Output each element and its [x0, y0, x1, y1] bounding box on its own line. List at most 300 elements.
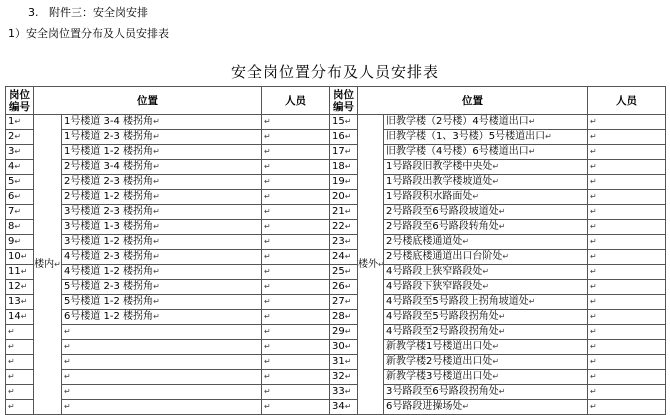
no-cell-right [330, 220, 358, 235]
paragraph-mark-icon: ↵ [344, 147, 352, 156]
no-cell-right-text: 23 [332, 236, 345, 247]
paragraph-mark-icon: ↵ [344, 282, 352, 291]
table-row [6, 250, 666, 265]
location-cell-right [384, 220, 588, 235]
paragraph-mark-icon: ↵ [344, 117, 352, 126]
location-cell-right [384, 355, 588, 370]
person-cell-left [262, 250, 330, 265]
paragraph-mark-icon: ↵ [14, 147, 22, 156]
header-no-right: 岗位编号 [330, 87, 358, 115]
no-cell-right-text: 21 [332, 206, 345, 217]
table-row [6, 265, 666, 280]
paragraph-mark-icon: ↵ [344, 267, 352, 276]
no-cell-left [6, 310, 34, 325]
paragraph-mark-icon: ↵ [64, 372, 71, 381]
paragraph-mark-icon: ↵ [8, 357, 15, 366]
no-cell-right [330, 160, 358, 175]
paragraph-mark-icon: ↵ [264, 177, 271, 186]
paragraph-mark-icon: ↵ [502, 252, 510, 261]
location-cell-left [62, 160, 262, 175]
no-cell-right-text: 32 [332, 371, 345, 382]
person-cell-left [262, 115, 330, 130]
no-cell-right [330, 400, 358, 415]
table-row [6, 355, 666, 370]
person-cell-right [588, 175, 666, 190]
location-cell-right [384, 370, 588, 385]
location-cell-left-text: 1号楼道 3-4 楼拐角 [64, 116, 154, 127]
paragraph-mark-icon: ↵ [590, 372, 597, 381]
table-row [6, 325, 666, 340]
paragraph-mark-icon: ↵ [590, 282, 597, 291]
no-cell-right [330, 340, 358, 355]
header-no-left: 岗位编号 [6, 87, 34, 115]
paragraph-mark-icon: ↵ [20, 297, 28, 306]
location-cell-left [62, 205, 262, 220]
no-cell-left-text: 5 [8, 176, 15, 187]
paragraph-mark-icon: ↵ [264, 312, 271, 321]
no-cell-right-text: 17 [332, 146, 345, 157]
paragraph-mark-icon: ↵ [344, 357, 352, 366]
paragraph-mark-icon: ↵ [528, 117, 536, 126]
paragraph-mark-icon: ↵ [590, 192, 597, 201]
person-cell-right [588, 130, 666, 145]
no-cell-right [330, 205, 358, 220]
person-cell-left [262, 190, 330, 205]
no-cell-right-text: 30 [332, 341, 345, 352]
no-cell-right [330, 235, 358, 250]
paragraph-mark-icon: ↵ [64, 387, 71, 396]
no-cell-right [330, 385, 358, 400]
paragraph-mark-icon: ↵ [482, 282, 490, 291]
no-cell-right-text: 16 [332, 131, 345, 142]
paragraph-mark-icon: ↵ [153, 207, 160, 216]
paragraph-mark-icon: ↵ [264, 267, 271, 276]
location-cell-left-text: 5号楼道 1-2 楼拐角 [64, 296, 154, 307]
location-cell-right [384, 265, 588, 280]
table-row [6, 400, 666, 415]
paragraph-mark-icon: ↵ [462, 237, 470, 246]
location-cell-left-text: 4号楼道 2-3 楼拐角 [64, 251, 154, 262]
no-cell-right-text: 33 [332, 386, 345, 397]
no-cell-right [330, 310, 358, 325]
no-cell-left [6, 175, 34, 190]
location-cell-right-text: 1号路段旧教学楼中央处 [386, 161, 493, 172]
table-row [6, 190, 666, 205]
paragraph-mark-icon: ↵ [590, 402, 597, 411]
paragraph-mark-icon: ↵ [264, 117, 271, 126]
paragraph-mark-icon: ↵ [498, 327, 506, 336]
no-cell-left [6, 115, 34, 130]
location-cell-right [384, 280, 588, 295]
person-cell-left [262, 265, 330, 280]
paragraph-mark-icon: ↵ [344, 372, 352, 381]
paragraph-mark-icon: ↵ [590, 207, 597, 216]
person-cell-right [588, 190, 666, 205]
paragraph-mark-icon: ↵ [482, 267, 490, 276]
person-cell-left [262, 205, 330, 220]
person-cell-left [262, 220, 330, 235]
location-cell-left [62, 145, 262, 160]
header-row [6, 87, 666, 115]
no-cell-left-text: 3 [8, 146, 15, 157]
location-cell-right [384, 205, 588, 220]
no-cell-right-text: 28 [332, 311, 345, 322]
no-cell-right-text: 24 [332, 251, 345, 262]
paragraph-mark-icon: ↵ [153, 117, 160, 126]
location-cell-left-text: 2号楼道 1-2 楼拐角 [64, 191, 154, 202]
no-cell-left [6, 325, 34, 340]
paragraph-mark-icon: ↵ [14, 207, 22, 216]
paragraph-mark-icon: ↵ [20, 267, 28, 276]
paragraph-mark-icon: ↵ [264, 387, 271, 396]
location-cell-left-text: 2号楼道 2-3 楼拐角 [64, 176, 154, 187]
table-row [6, 370, 666, 385]
paragraph-mark-icon: ↵ [153, 192, 160, 201]
no-cell-right [330, 295, 358, 310]
paragraph-mark-icon: ↵ [264, 327, 271, 336]
location-cell-left [62, 400, 262, 415]
header-person-left: 人员 [262, 87, 330, 115]
paragraph-mark-icon: ↵ [153, 162, 160, 171]
paragraph-mark-icon: ↵ [64, 327, 71, 336]
no-cell-left [6, 145, 34, 160]
location-cell-left [62, 235, 262, 250]
location-cell-left [62, 355, 262, 370]
paragraph-mark-icon: ↵ [264, 162, 271, 171]
person-cell-left [262, 280, 330, 295]
no-cell-left [6, 355, 34, 370]
table-row [6, 280, 666, 295]
person-cell-left [262, 130, 330, 145]
no-cell-left-text: 13 [8, 296, 21, 307]
no-cell-right-text: 25 [332, 266, 345, 277]
paragraph-mark-icon: ↵ [590, 342, 597, 351]
location-cell-left-text: 3号楼道 2-3 楼拐角 [64, 206, 154, 217]
no-cell-right-text: 19 [332, 176, 345, 187]
paragraph-mark-icon: ↵ [64, 357, 71, 366]
person-cell-left [262, 400, 330, 415]
location-cell-right [384, 340, 588, 355]
paragraph-mark-icon: ↵ [153, 267, 160, 276]
person-cell-left [262, 145, 330, 160]
person-cell-right [588, 310, 666, 325]
paragraph-mark-icon: ↵ [153, 132, 160, 141]
header-location-left: 位置 [34, 87, 262, 115]
paragraph-mark-icon: ↵ [264, 402, 271, 411]
paragraph-mark-icon: ↵ [264, 192, 271, 201]
paragraph-mark-icon: ↵ [64, 402, 71, 411]
person-cell-right [588, 250, 666, 265]
paragraph-mark-icon: ↵ [590, 147, 597, 156]
paragraph-mark-icon: ↵ [8, 372, 15, 381]
location-cell-left [62, 115, 262, 130]
paragraph-mark-icon: ↵ [498, 207, 506, 216]
paragraph-mark-icon: ↵ [344, 237, 352, 246]
paragraph-mark-icon: ↵ [344, 402, 352, 411]
no-cell-left [6, 370, 34, 385]
table-row [6, 145, 666, 160]
paragraph-mark-icon: ↵ [344, 387, 352, 396]
no-cell-right [330, 175, 358, 190]
section-heading: 3. 附件三：安全岗安排 [28, 6, 148, 19]
paragraph-mark-icon: ↵ [344, 222, 352, 231]
no-cell-right-text: 31 [332, 356, 345, 367]
location-cell-right-text: 新教学楼1号楼道出口处 [386, 341, 493, 352]
paragraph-mark-icon: ↵ [8, 342, 15, 351]
paragraph-mark-icon: ↵ [590, 132, 597, 141]
location-cell-right [384, 130, 588, 145]
paragraph-mark-icon: ↵ [153, 177, 160, 186]
paragraph-mark-icon: ↵ [264, 222, 271, 231]
paragraph-mark-icon: ↵ [344, 297, 352, 306]
no-cell-right [330, 115, 358, 130]
location-cell-right-text: 6号路段进操场处 [386, 401, 463, 412]
paragraph-mark-icon: ↵ [14, 237, 22, 246]
person-cell-right [588, 370, 666, 385]
location-cell-right [384, 325, 588, 340]
paragraph-mark-icon: ↵ [344, 312, 352, 321]
location-cell-right [384, 175, 588, 190]
paragraph-mark-icon: ↵ [14, 222, 22, 231]
paragraph-mark-icon: ↵ [264, 207, 271, 216]
person-cell-left [262, 340, 330, 355]
person-cell-right [588, 265, 666, 280]
paragraph-mark-icon: ↵ [462, 402, 470, 411]
location-cell-left [62, 175, 262, 190]
no-cell-left [6, 340, 34, 355]
no-cell-left-text: 9 [8, 236, 15, 247]
table-row [6, 385, 666, 400]
paragraph-mark-icon: ↵ [590, 267, 597, 276]
paragraph-mark-icon: ↵ [528, 297, 536, 306]
paragraph-mark-icon: ↵ [590, 357, 597, 366]
paragraph-mark-icon: ↵ [344, 252, 352, 261]
no-cell-left-text: 10 [8, 251, 21, 262]
paragraph-mark-icon: ↵ [264, 342, 271, 351]
no-cell-left [6, 385, 34, 400]
paragraph-mark-icon: ↵ [492, 357, 500, 366]
no-cell-left-text: 8 [8, 221, 15, 232]
paragraph-mark-icon: ↵ [8, 402, 15, 411]
paragraph-mark-icon: ↵ [590, 162, 597, 171]
paragraph-mark-icon: ↵ [14, 117, 22, 126]
person-cell-right [588, 235, 666, 250]
person-cell-right [588, 160, 666, 175]
paragraph-mark-icon: ↵ [590, 222, 597, 231]
paragraph-mark-icon: ↵ [8, 387, 15, 396]
location-cell-left-text: 3号楼道 1-2 楼拐角 [64, 236, 154, 247]
no-cell-left-text: 11 [8, 266, 21, 277]
location-cell-right [384, 250, 588, 265]
location-cell-left-text: 6号楼道 1-2 楼拐角 [64, 311, 154, 322]
location-cell-right-text: 2号路段至6号路段转角处 [386, 221, 499, 232]
no-cell-left [6, 400, 34, 415]
paragraph-mark-icon: ↵ [264, 297, 271, 306]
no-cell-left [6, 280, 34, 295]
person-cell-right [588, 295, 666, 310]
no-cell-right [330, 190, 358, 205]
location-cell-left [62, 265, 262, 280]
person-cell-right [588, 400, 666, 415]
no-cell-left [6, 250, 34, 265]
no-cell-right [330, 280, 358, 295]
no-cell-right-text: 15 [332, 116, 345, 127]
person-cell-left [262, 175, 330, 190]
person-cell-left [262, 325, 330, 340]
paragraph-mark-icon: ↵ [590, 327, 597, 336]
no-cell-right [330, 250, 358, 265]
person-cell-right [588, 280, 666, 295]
no-cell-right [330, 145, 358, 160]
person-cell-left [262, 310, 330, 325]
paragraph-mark-icon: ↵ [378, 259, 385, 269]
post-assignment-table [5, 86, 666, 415]
table-row [6, 115, 666, 130]
location-cell-right-text: 旧教学楼（4号楼）6号楼道出口 [386, 146, 529, 157]
person-cell-right [588, 145, 666, 160]
table-row [6, 220, 666, 235]
paragraph-mark-icon: ↵ [492, 162, 500, 171]
location-cell-left [62, 220, 262, 235]
no-cell-right [330, 325, 358, 340]
location-cell-left [62, 280, 262, 295]
table-row [6, 295, 666, 310]
location-cell-left [62, 250, 262, 265]
location-cell-right-text: 4号路段上狭窄路段处 [386, 266, 483, 277]
paragraph-mark-icon: ↵ [264, 357, 271, 366]
person-cell-left [262, 370, 330, 385]
no-cell-right [330, 370, 358, 385]
paragraph-mark-icon: ↵ [8, 327, 15, 336]
location-cell-right [384, 190, 588, 205]
location-cell-right-text: 2号路段至6号路段坡道处 [386, 206, 499, 217]
no-cell-right [330, 265, 358, 280]
location-cell-left-text: 3号楼道 1-3 楼拐角 [64, 221, 154, 232]
no-cell-right-text: 29 [332, 326, 345, 337]
person-cell-left [262, 385, 330, 400]
location-cell-right-text: 2号楼底楼通道出口台阶处 [386, 251, 503, 262]
location-cell-left [62, 340, 262, 355]
no-cell-right-text: 20 [332, 191, 345, 202]
location-cell-right-text: 2号楼底楼通道处 [386, 236, 463, 247]
paragraph-mark-icon: ↵ [153, 222, 160, 231]
no-cell-right-text: 22 [332, 221, 345, 232]
location-cell-left-text: 4号楼道 1-2 楼拐角 [64, 266, 154, 277]
no-cell-right-text: 34 [332, 401, 345, 412]
paragraph-mark-icon: ↵ [153, 297, 160, 306]
paragraph-mark-icon: ↵ [472, 192, 480, 201]
location-cell-right-text: 4号路段下狭窄路段处 [386, 281, 483, 292]
paragraph-mark-icon: ↵ [344, 342, 352, 351]
paragraph-mark-icon: ↵ [64, 342, 71, 351]
table-row [6, 160, 666, 175]
paragraph-mark-icon: ↵ [264, 372, 271, 381]
table-row [6, 310, 666, 325]
location-cell-left-text: 2号楼道 3-4 楼拐角 [64, 161, 154, 172]
person-cell-right [588, 205, 666, 220]
no-cell-left-text: 4 [8, 161, 15, 172]
paragraph-mark-icon: ↵ [20, 312, 28, 321]
location-cell-right-text: 4号路段至5号路段拐角处 [386, 311, 499, 322]
table-row [6, 175, 666, 190]
paragraph-mark-icon: ↵ [14, 177, 22, 186]
location-cell-left [62, 190, 262, 205]
paragraph-mark-icon: ↵ [344, 162, 352, 171]
location-cell-left-text: 1号楼道 2-3 楼拐角 [64, 131, 154, 142]
no-cell-left [6, 130, 34, 145]
paragraph-mark-icon: ↵ [498, 312, 506, 321]
no-cell-left-text: 12 [8, 281, 21, 292]
paragraph-mark-icon: ↵ [153, 252, 160, 261]
location-cell-left [62, 325, 262, 340]
person-cell-left [262, 355, 330, 370]
paragraph-mark-icon: ↵ [20, 282, 28, 291]
zone-cell-right [358, 115, 384, 415]
paragraph-mark-icon: ↵ [590, 252, 597, 261]
table-row [6, 340, 666, 355]
paragraph-mark-icon: ↵ [264, 237, 271, 246]
location-cell-left-text: 1号楼道 1-2 楼拐角 [64, 146, 154, 157]
location-cell-right [384, 385, 588, 400]
paragraph-mark-icon: ↵ [498, 387, 506, 396]
location-cell-left [62, 310, 262, 325]
location-cell-right [384, 310, 588, 325]
paragraph-mark-icon: ↵ [54, 259, 61, 269]
paragraph-mark-icon: ↵ [492, 177, 500, 186]
no-cell-left [6, 160, 34, 175]
location-cell-left [62, 385, 262, 400]
person-cell-right [588, 340, 666, 355]
location-cell-left [62, 295, 262, 310]
table-row [6, 235, 666, 250]
person-cell-left [262, 295, 330, 310]
location-cell-right [384, 115, 588, 130]
paragraph-mark-icon: ↵ [492, 342, 500, 351]
location-cell-left [62, 130, 262, 145]
no-cell-left [6, 235, 34, 250]
header-person-right: 人员 [588, 87, 666, 115]
zone-cell-left [34, 115, 62, 415]
person-cell-right [588, 355, 666, 370]
zone-cell-left-text: 楼内 [34, 258, 55, 270]
no-cell-left [6, 265, 34, 280]
location-cell-left [62, 370, 262, 385]
no-cell-left [6, 220, 34, 235]
no-cell-left [6, 295, 34, 310]
paragraph-mark-icon: ↵ [590, 237, 597, 246]
paragraph-mark-icon: ↵ [14, 162, 22, 171]
paragraph-mark-icon: ↵ [153, 312, 160, 321]
person-cell-left [262, 160, 330, 175]
no-cell-right [330, 130, 358, 145]
table-title: 安全岗位置分布及人员安排表 [230, 63, 439, 81]
paragraph-mark-icon: ↵ [153, 147, 160, 156]
no-cell-right-text: 18 [332, 161, 345, 172]
no-cell-left-text: 1 [8, 116, 15, 127]
paragraph-mark-icon: ↵ [344, 132, 352, 141]
paragraph-mark-icon: ↵ [264, 147, 271, 156]
subsection-heading: 1）安全岗位置分布及人员安排表 [8, 27, 169, 40]
no-cell-left [6, 190, 34, 205]
paragraph-mark-icon: ↵ [264, 132, 271, 141]
location-cell-right-text: 新教学楼2号楼道出口处 [386, 356, 493, 367]
no-cell-left-text: 14 [8, 311, 21, 322]
paragraph-mark-icon: ↵ [344, 207, 352, 216]
person-cell-right [588, 385, 666, 400]
location-cell-right [384, 145, 588, 160]
paragraph-mark-icon: ↵ [590, 297, 597, 306]
location-cell-right [384, 295, 588, 310]
